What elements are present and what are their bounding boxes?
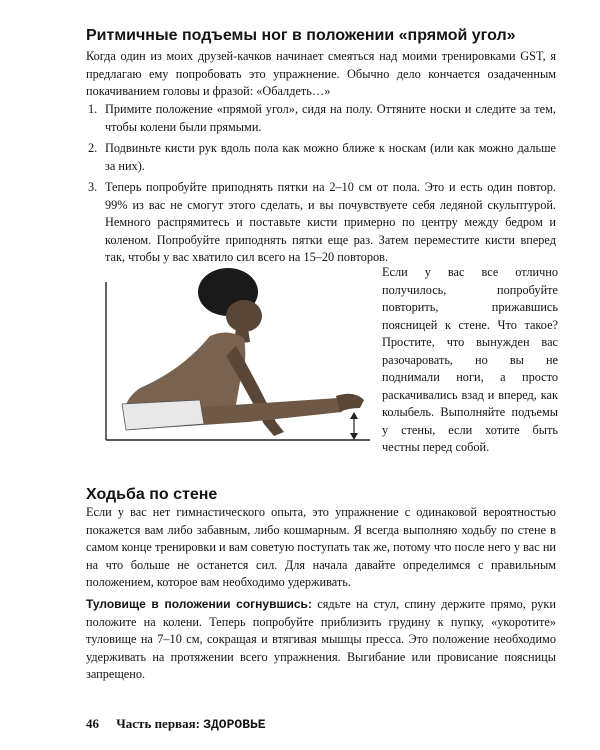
head-illustration <box>226 300 262 332</box>
step-number: 3. <box>88 180 98 194</box>
intro-paragraph: Когда один из моих друзей-качков начинает смеяться над моими тренировками GST, я предлагаю ему попробовать это упражнение. Обычно дело кончается озадаченным покачиванием головы и фразой: «Обалдеть…» <box>86 49 556 98</box>
page-footer <box>86 716 266 733</box>
part-label: Часть первая: <box>116 716 200 731</box>
exercise-steps-list <box>86 101 556 271</box>
step-number: 1. <box>88 102 98 116</box>
wall-walk-paragraph: Если у вас нет гимнастического опыта, это упражнение с одинаковой вероятностью покажется вам либо забавным, либо кошмарным. Я всегда выполняю ходьбу по стене в самом конце тренировки и вам советую поступать так же, потому что после него у вас ни на что больше не останется сил. Для начала давайте определимся с правильным положением, которое вам необходимо удерживать. <box>86 505 556 589</box>
list-item <box>86 179 556 267</box>
seated-leg-raise-illustration <box>98 262 370 462</box>
step-text: Теперь попробуйте приподнять пятки на 2–10 см от пола. Это и есть один повтор. 99% из вас не смогут этого сделать, и вы почувствуете себя ледяной скульптурой. Немного распрямитесь и поставьте кисти примерно по центру между бедром и коленом. Попробуйте приподнять пятки еще раз. Затем переместите кисти вперед так, чтобы у вас хватило сил всего на 15–20 повторов. <box>105 180 556 264</box>
step-number: 2. <box>88 141 98 155</box>
wall-variant-note: Если у вас все отлично получилось, попробуйте повторить, прижавшись поясницей к стене. Что такое? Простите, что вынужден вас разочаровать, но вы не поднимали ноги, а просто раскачивались взад и вперед, как колыбель. Выполняйте подъемы у стены, если хотите быть честны перед собой. <box>382 265 558 454</box>
posture-paragraph <box>86 596 556 684</box>
foot-illustration <box>336 394 364 412</box>
arrow-down-head-icon <box>350 433 358 440</box>
posture-label: Туловище в положении согнувшись: <box>86 597 312 611</box>
list-item <box>86 140 556 175</box>
list-item <box>86 101 556 136</box>
section-label: ЗДОРОВЬЕ <box>203 717 266 732</box>
step-text: Подвиньте кисти рук вдоль пола как можно ближе к носкам (или как можно дальше за них). <box>105 141 556 173</box>
arrow-up-head-icon <box>350 412 358 419</box>
section-heading-right-angle-leg-raises: Ритмичные подъемы ног в положении «прямой угол» <box>86 27 516 44</box>
posture-text: сядьте на стул, спину держите прямо, руки положите на колени. Теперь попробуйте приблизить грудину к пупку, «укоротите» туловище на 7–10 см, сокращая и втягивая мышцы пресса. Это положение необходимо удерживать на протяжении всего упражнения. Выгибание или провисание поясницы запрещено. <box>86 597 556 681</box>
section-heading-wall-walk: Ходьба по стене <box>86 486 218 503</box>
page-number: 46 <box>86 716 99 731</box>
step-text: Примите положение «прямой угол», сидя на полу. Оттяните носки и следите за тем, чтобы колени были прямыми. <box>105 102 556 134</box>
